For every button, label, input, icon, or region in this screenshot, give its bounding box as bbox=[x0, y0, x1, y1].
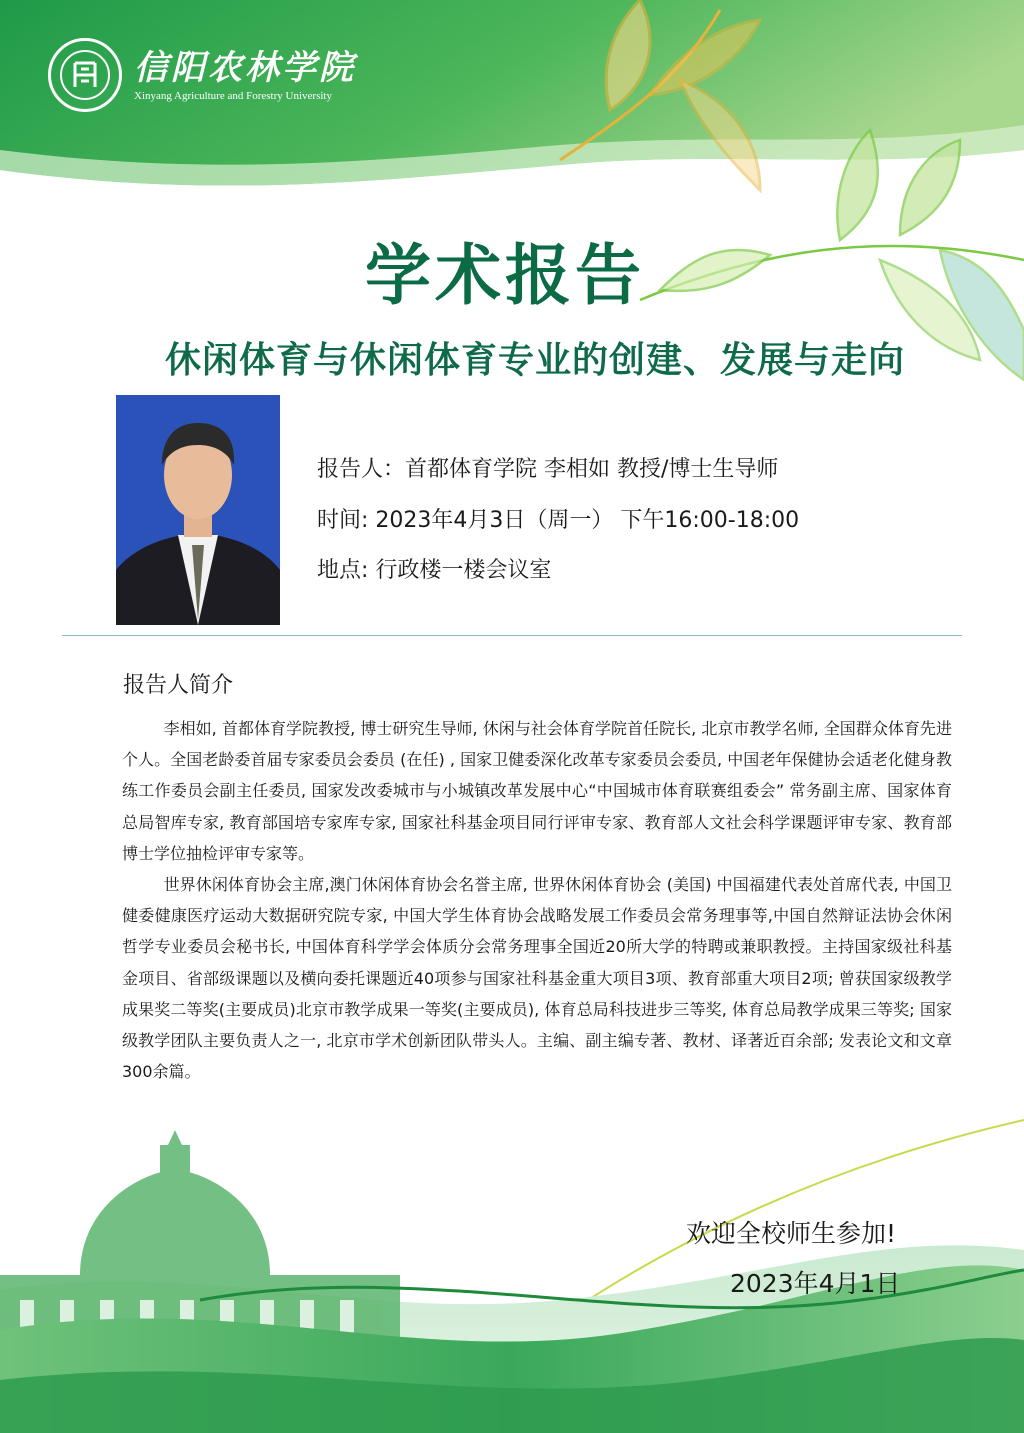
bio-paragraph: 世界休闲体育协会主席,澳门休闲体育协会名誉主席, 世界休闲体育协会 (美国) 中国福建代表处首席代表, 中国卫健委健康医疗运动大数据研究院专家, 中国大学生体育协会战略发展工作委员会常务理事等,中国自然辩证法协会休闲哲学专业委员会秘书长, 中国体育科学学会体质分会常务理事全国近20所大学的特聘或兼职教授。主持国家级社科基金项目、省部级课题以及横向委托课题近40项参与国家社科基金重大项目3项、教育部重大项目2项; 曾获国家级教学成果奖二等奖(主要成员)北京市教学成果一等奖(主要成员), 体育总局科技进步三等奖, 体育总局教学成果三等奖; 国家级教学团队主要负责人之一, 北京市学术创新团队带头人。主编、副主编专著、教材、译著近百余部; 发表论文和文章300余篇。 bbox=[122, 875, 952, 1082]
welcome-text: 欢迎全校师生参加! bbox=[686, 1219, 897, 1248]
time-info: 时间: 2023年4月3日（周一） 下午16:00-18:00 bbox=[317, 508, 800, 533]
speaker-info: 报告人：首都体育学院 李相如 教授/博士生导师 bbox=[317, 457, 779, 482]
logo-seal-icon bbox=[48, 38, 122, 112]
bio-heading: 报告人简介 bbox=[123, 673, 234, 698]
bio-paragraph: 李相如, 首都体育学院教授, 博士研究生导师, 休闲与社会体育学院首任院长, 北京市教学名师, 全国群众体育先进个人。全国老龄委首届专家委员会委员 (在任) , 国家卫健委深化改革专家委员会委员, 中国老年保健协会适老化健身教练工作委员会副主任委员, 国家发改委城市与小城镇改革发展中心“中国城市体育联赛组委会” 常务副主席、国家体育总局智库专家, 教育部国培专家库专家, 国家社科基金项目同行评审专家、教育部人文社会科学课题评审专家、教育部博士学位抽检评审专家等。 bbox=[122, 719, 952, 863]
page-title: 学术报告 bbox=[365, 237, 645, 314]
notice-date: 2023年4月1日 bbox=[730, 1269, 901, 1298]
bio-text bbox=[122, 713, 952, 1087]
place-info: 地点: 行政楼一楼会议室 bbox=[317, 558, 552, 583]
university-logo bbox=[48, 38, 356, 112]
report-subtitle: 休闲体育与休闲体育专业的创建、发展与走向 bbox=[164, 340, 905, 381]
logo-chinese-name: 信阳农林学院 bbox=[134, 48, 356, 88]
section-divider bbox=[62, 635, 962, 636]
speaker-photo bbox=[116, 395, 280, 625]
logo-english-name: Xinyang Agriculture and Forestry University bbox=[134, 90, 332, 102]
